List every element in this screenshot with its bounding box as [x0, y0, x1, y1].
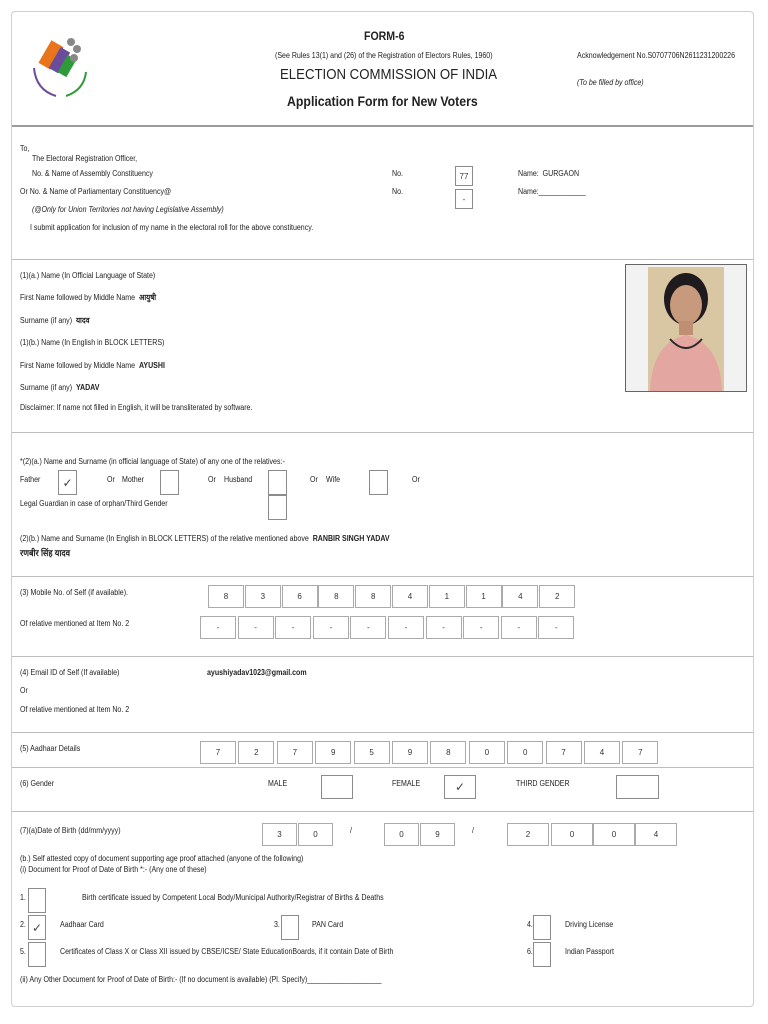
- doc2-label: Aadhaar Card: [60, 920, 104, 929]
- aadhaar-digit-box[interactable]: 5: [354, 741, 390, 764]
- mobile-digit-box[interactable]: 1: [466, 585, 502, 608]
- father-checkbox[interactable]: ✓: [58, 470, 77, 495]
- or-label-3: Or: [310, 475, 318, 484]
- or-label-4: Or: [412, 475, 420, 484]
- guardian-label: Legal Guardian in case of orphan/Third Gender: [20, 499, 168, 508]
- mobile-digit-box[interactable]: 8: [208, 585, 244, 608]
- assembly-number-box[interactable]: 77: [455, 166, 473, 186]
- third-gender-checkbox[interactable]: [616, 775, 659, 799]
- female-checkbox[interactable]: ✓: [444, 775, 476, 799]
- rules-note: (See Rules 13(1) and (26) of the Registration of Electors Rules, 1960): [275, 51, 493, 60]
- submit-text: I submit application for inclusion of my name in the electoral roll for the above constituency.: [30, 223, 314, 232]
- name-english-heading: (1)(b.) Name (In English in BLOCK LETTERS): [20, 338, 165, 347]
- mobile-relative-digit-box[interactable]: -: [426, 616, 462, 639]
- mother-checkbox[interactable]: [160, 470, 179, 495]
- aadhaar-label: (5) Aadhaar Details: [20, 744, 81, 753]
- date-separator: /: [350, 826, 352, 835]
- mobile-relative-digit-box[interactable]: -: [238, 616, 274, 639]
- doc5-label: Certificates of Class X or Class XII issued by CBSE/ICSE/ State EducationBoards, if it contain Date of Birth: [60, 947, 394, 956]
- or-label-2: Or: [208, 475, 216, 484]
- doc4-label: Driving License: [565, 920, 614, 929]
- email-or: Or: [20, 686, 28, 695]
- first-name-english: First Name followed by Middle Name AYUSHI: [20, 361, 165, 370]
- aadhaar-digit-box[interactable]: 2: [238, 741, 274, 764]
- aadhaar-digit-box[interactable]: 9: [315, 741, 351, 764]
- aadhaar-digit-box[interactable]: 4: [584, 741, 620, 764]
- husband-checkbox[interactable]: [268, 470, 287, 495]
- date-separator: /: [472, 826, 474, 835]
- parliament-number-box[interactable]: -: [455, 189, 473, 209]
- email-relative-label: Of relative mentioned at Item No. 2: [20, 705, 130, 714]
- eci-logo: [26, 32, 90, 102]
- mobile-digit-box[interactable]: 3: [245, 585, 281, 608]
- mobile-self-label: (3) Mobile No. of Self (if available).: [20, 588, 128, 597]
- gender-label: (6) Gender: [20, 779, 55, 788]
- aadhaar-digit-box[interactable]: 0: [469, 741, 505, 764]
- doc1-number: 1.: [20, 893, 26, 902]
- dob-year-box[interactable]: 4: [635, 823, 677, 846]
- doc1-label: Birth certificate issued by Competent Local Body/Municipal Authority/Registrar of Births & Deaths: [82, 893, 384, 902]
- surname-english: Surname (if any) YADAV: [20, 383, 100, 392]
- mobile-relative-label: Of relative mentioned at Item No. 2: [20, 619, 130, 628]
- mobile-relative-digit-box[interactable]: -: [501, 616, 537, 639]
- aadhaar-digit-box[interactable]: 7: [622, 741, 658, 764]
- email-self-label: (4) Email ID of Self (If available): [20, 668, 120, 677]
- no-label-2: No.: [392, 187, 403, 196]
- relative-official-name: रणबीर सिंह यादव: [20, 548, 71, 558]
- driving-license-checkbox[interactable]: [533, 915, 551, 940]
- doc2-number: 2.: [20, 920, 26, 929]
- relative-english-name: (2)(b.) Name and Surname (In English in BLOCK LETTERS) of the relative mentioned above RANBIR SINGH YADAV: [20, 534, 390, 543]
- dob-year-box[interactable]: 0: [551, 823, 593, 846]
- mobile-relative-digit-box[interactable]: -: [538, 616, 574, 639]
- pan-card-checkbox[interactable]: [281, 915, 299, 940]
- doc6-label: Indian Passport: [565, 947, 614, 956]
- mobile-digit-box[interactable]: 1: [429, 585, 465, 608]
- doc4-number: 4.: [527, 920, 533, 929]
- third-gender-label: THIRD GENDER: [516, 779, 570, 788]
- male-label: MALE: [268, 779, 288, 788]
- aadhaar-card-checkbox[interactable]: ✓: [28, 915, 46, 940]
- dob-month-box[interactable]: 9: [420, 823, 455, 846]
- birth-certificate-checkbox[interactable]: [28, 888, 46, 913]
- mobile-relative-digit-box[interactable]: -: [313, 616, 349, 639]
- ack-number: Acknowledgement No.S0707706N2611231200226: [577, 51, 736, 60]
- guardian-checkbox[interactable]: [268, 495, 287, 520]
- mobile-digit-box[interactable]: 4: [392, 585, 428, 608]
- surname-official: Surname (if any) यादव: [20, 316, 90, 325]
- ut-note: (@Only for Union Territories not having Legislative Assembly): [32, 205, 224, 214]
- form-number: FORM-6: [364, 29, 405, 43]
- mobile-digit-box[interactable]: 6: [282, 585, 318, 608]
- mobile-digit-box[interactable]: 2: [539, 585, 575, 608]
- mobile-relative-digit-box[interactable]: -: [200, 616, 236, 639]
- mobile-digit-box[interactable]: 8: [355, 585, 391, 608]
- no-label-1: No.: [392, 169, 403, 178]
- email-self-value[interactable]: ayushiyadav1023@gmail.com: [207, 668, 307, 677]
- form-title: Application Form for New Voters: [287, 93, 478, 109]
- parliament-name: Name:____________: [518, 187, 586, 196]
- husband-label: Husband: [224, 475, 253, 484]
- proof-heading: (i) Document for Proof of Date of Birth *:- (Any one of these): [20, 865, 207, 874]
- mobile-digit-box[interactable]: 4: [502, 585, 538, 608]
- parliament-label: Or No. & Name of Parliamentary Constituency@: [20, 187, 172, 196]
- commission-name: ELECTION COMMISSION OF INDIA: [280, 66, 498, 83]
- aadhaar-digit-box[interactable]: 7: [200, 741, 236, 764]
- assembly-label: No. & Name of Assembly Constituency: [32, 169, 153, 178]
- disclaimer: Disclaimer: If name not filled in English, it will be transliterated by software.: [20, 403, 253, 412]
- relative-heading: *(2)(a.) Name and Surname (in official language of State) of any one of the relatives:-: [20, 457, 285, 466]
- to-label: To,: [20, 144, 30, 153]
- wife-label: Wife: [326, 475, 341, 484]
- ack-note: (To be filled by office): [577, 78, 644, 87]
- assembly-name: Name: GURGAON: [518, 169, 580, 178]
- mobile-relative-digit-box[interactable]: -: [388, 616, 424, 639]
- mobile-relative-digit-box[interactable]: -: [350, 616, 386, 639]
- aadhaar-digit-box[interactable]: 9: [392, 741, 428, 764]
- dob-year-box[interactable]: 0: [593, 823, 635, 846]
- mobile-relative-digit-box[interactable]: -: [275, 616, 311, 639]
- portrait-icon: [626, 265, 746, 391]
- dob-label: (7)(a)Date of Birth (dd/mm/yyyy): [20, 826, 121, 835]
- doc5-number: 5.: [20, 947, 26, 956]
- aadhaar-digit-box[interactable]: 8: [430, 741, 466, 764]
- dob-month-box[interactable]: 0: [384, 823, 419, 846]
- other-document-label: (ii) Any Other Document for Proof of Date of Birth:- (If no document is available) (Pl. Specify)___________________: [20, 975, 382, 984]
- aadhaar-digit-box[interactable]: 7: [546, 741, 582, 764]
- mobile-relative-digit-box[interactable]: -: [463, 616, 499, 639]
- name-official-heading: (1)(a.) Name (In Official Language of State): [20, 271, 156, 280]
- doc3-label: PAN Card: [312, 920, 344, 929]
- mobile-digit-box[interactable]: 8: [318, 585, 354, 608]
- mother-label: Mother: [122, 475, 144, 484]
- form-page: [11, 11, 754, 1007]
- dob-year-box[interactable]: 2: [507, 823, 549, 846]
- ballot-logo-icon: [26, 32, 90, 102]
- dob-day-box[interactable]: 3: [262, 823, 297, 846]
- male-checkbox[interactable]: [321, 775, 353, 799]
- class-certificate-checkbox[interactable]: [28, 942, 46, 967]
- aadhaar-digit-box[interactable]: 7: [277, 741, 313, 764]
- female-label: FEMALE: [392, 779, 421, 788]
- passport-checkbox[interactable]: [533, 942, 551, 967]
- attested-note: (b.) Self attested copy of document supporting age proof attached (anyone of the following): [20, 854, 304, 863]
- dob-day-box[interactable]: 0: [298, 823, 333, 846]
- father-label: Father: [20, 475, 41, 484]
- applicant-photo: [625, 264, 747, 392]
- doc6-number: 6.: [527, 947, 533, 956]
- or-label-1: Or: [107, 475, 115, 484]
- first-name-official: First Name followed by Middle Name आयुषी: [20, 293, 157, 302]
- aadhaar-digit-box[interactable]: 0: [507, 741, 543, 764]
- doc3-number: 3.: [274, 920, 280, 929]
- officer-label: The Electoral Registration Officer,: [32, 154, 138, 163]
- wife-checkbox[interactable]: [369, 470, 388, 495]
